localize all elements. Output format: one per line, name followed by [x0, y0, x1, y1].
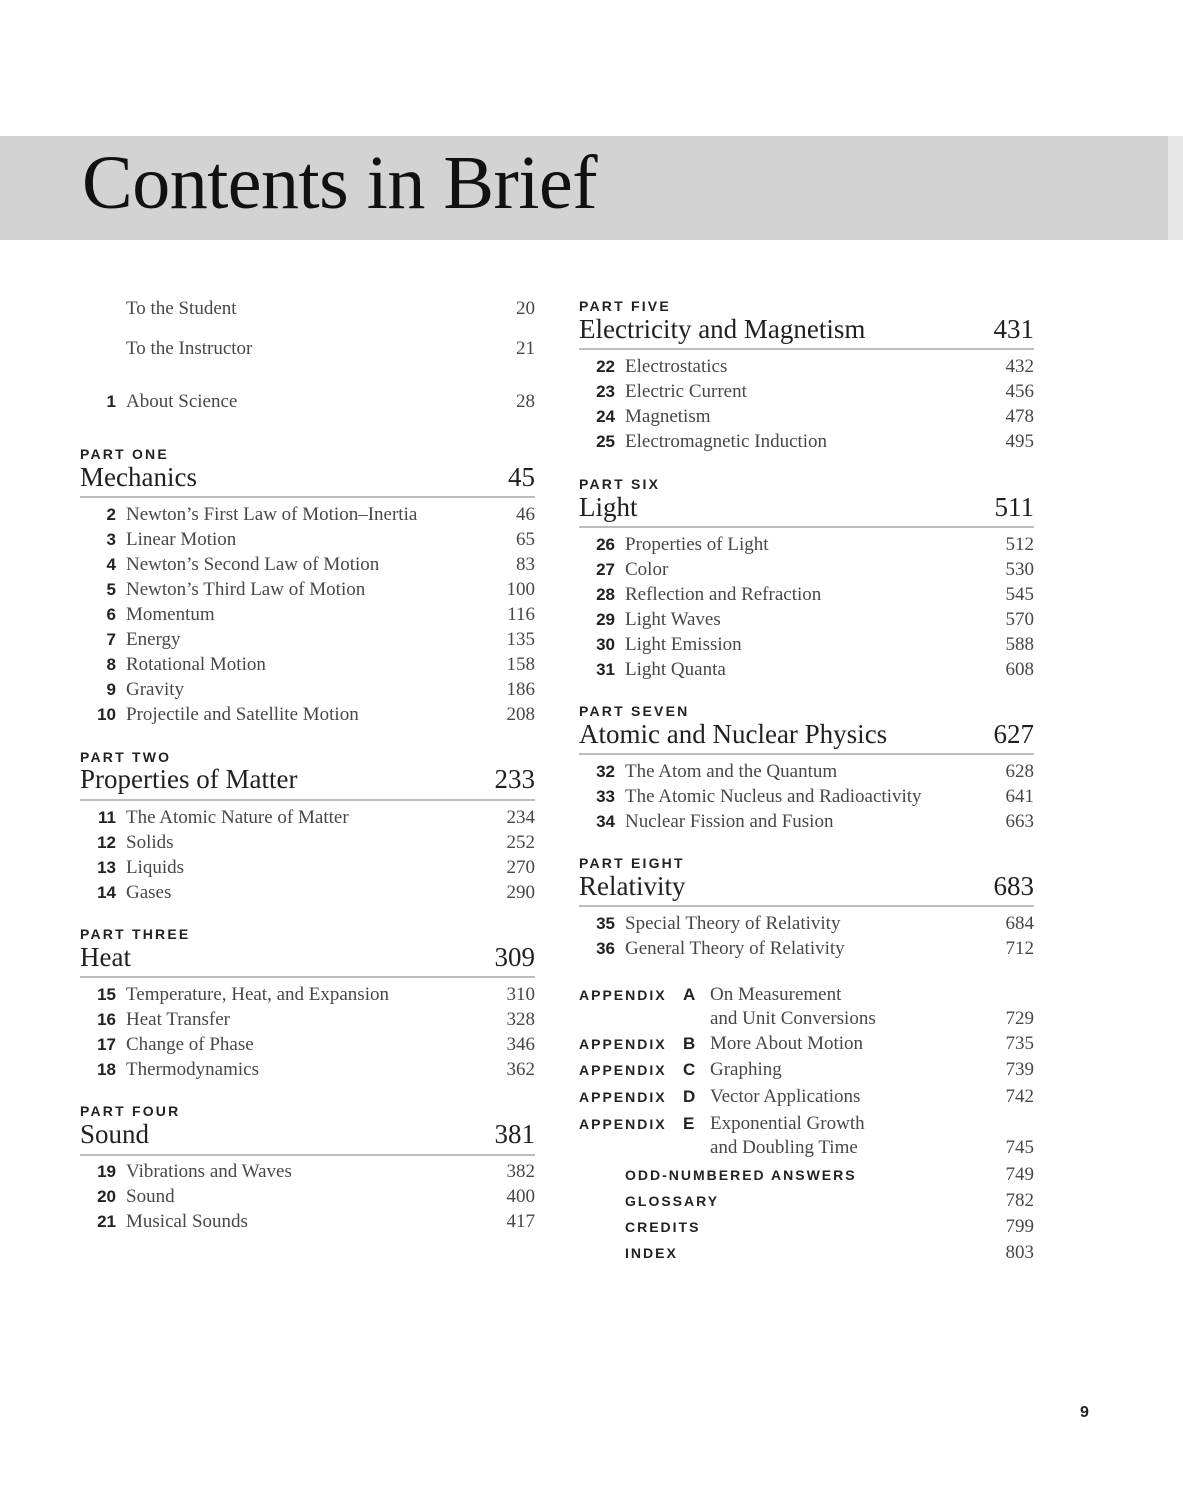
appendix-label: APPENDIX [579, 1036, 667, 1052]
part-heading[interactable] [579, 871, 1034, 901]
chapter-entry[interactable] [80, 578, 535, 602]
chapter-page: 362 [506, 1059, 535, 1080]
part-page: 233 [494, 764, 535, 794]
chapter-entry[interactable] [80, 881, 535, 905]
appendix-title-line: and Doubling Time [710, 1137, 858, 1158]
part-page: 309 [494, 942, 535, 972]
chapter-number: 22 [596, 357, 615, 376]
chapter-entry[interactable] [80, 983, 535, 1007]
toc-entry[interactable] [80, 297, 535, 321]
entry-page: 20 [516, 298, 535, 319]
entry-label: To the Student [126, 298, 237, 319]
appendix-letter: A [683, 985, 696, 1004]
part-page: 45 [508, 462, 535, 492]
chapter-page: 456 [1005, 381, 1034, 402]
chapter-entry[interactable] [579, 405, 1034, 429]
chapter-title: Rotational Motion [126, 654, 266, 675]
chapter-entry[interactable] [579, 633, 1034, 657]
chapter-number: 27 [596, 560, 615, 579]
chapter-page: 712 [1005, 938, 1034, 959]
chapter-number: 23 [596, 382, 615, 401]
chapter-number: 31 [596, 660, 615, 679]
part-page: 627 [993, 719, 1034, 749]
chapter-number: 17 [97, 1035, 116, 1054]
part-heading[interactable] [80, 462, 535, 492]
entry-page: 21 [516, 338, 535, 359]
chapter-page: 588 [1005, 634, 1034, 655]
chapter-number: 35 [596, 914, 615, 933]
chapter-page: 346 [506, 1034, 535, 1055]
appendix-title-line: Vector Applications [710, 1086, 861, 1107]
part-title: Electricity and Magnetism [579, 314, 866, 344]
chapter-entry[interactable] [80, 1008, 535, 1032]
chapter-title: Light Waves [625, 609, 721, 630]
chapter-number: 1 [106, 392, 116, 411]
chapter-number: 32 [596, 762, 615, 781]
chapter-number: 12 [97, 833, 116, 852]
chapter-page: 400 [506, 1186, 535, 1207]
chapter-page: 382 [506, 1161, 535, 1182]
page-title: Contents in Brief [82, 141, 598, 225]
chapter-number: 3 [106, 530, 116, 549]
chapter-title: Solids [126, 832, 174, 853]
chapter-page: 530 [1005, 559, 1034, 580]
chapter-title: Energy [126, 629, 181, 650]
chapter-page: 234 [506, 807, 535, 828]
part-label: PART ONE [80, 446, 169, 462]
chapter-entry[interactable] [579, 380, 1034, 404]
part-title: Relativity [579, 871, 686, 901]
chapter-entry[interactable] [80, 1160, 535, 1184]
part-rule [579, 526, 1034, 528]
chapter-number: 8 [106, 655, 116, 674]
chapter-title: Properties of Light [625, 534, 769, 555]
chapter-title: Newton’s Second Law of Motion [126, 554, 380, 575]
chapter-number: 2 [106, 505, 116, 524]
chapter-number: 18 [97, 1060, 116, 1079]
chapter-page: 570 [1005, 609, 1034, 630]
chapter-entry[interactable] [579, 810, 1034, 834]
part-title: Mechanics [80, 462, 197, 492]
chapter-page: 158 [506, 654, 535, 675]
chapter-number: 10 [97, 705, 116, 724]
chapter-page: 46 [516, 504, 535, 525]
chapter-number: 5 [106, 580, 116, 599]
appendix-letter: D [683, 1087, 696, 1106]
chapter-entry[interactable] [579, 937, 1034, 961]
chapter-number: 28 [596, 585, 615, 604]
chapter-entry[interactable] [80, 806, 535, 830]
chapter-page: 684 [1005, 913, 1034, 934]
chapter-number: 26 [596, 535, 615, 554]
chapter-number: 13 [97, 858, 116, 877]
chapter-entry[interactable] [579, 912, 1034, 936]
appendix-title-line: More About Motion [710, 1033, 864, 1054]
chapter-number: 33 [596, 787, 615, 806]
chapter-entry[interactable] [80, 1185, 535, 1209]
chapter-number: 16 [97, 1010, 116, 1029]
part-label: PART SEVEN [579, 703, 690, 719]
part-heading[interactable] [579, 314, 1034, 344]
part-page: 431 [993, 314, 1034, 344]
back-label: CREDITS [625, 1219, 701, 1235]
chapter-page: 270 [506, 857, 535, 878]
appendix-title-line: Graphing [710, 1059, 782, 1080]
chapter-entry[interactable] [80, 628, 535, 652]
part-label: PART FIVE [579, 298, 671, 314]
part-label: PART THREE [80, 926, 191, 942]
appendix-label: APPENDIX [579, 1062, 667, 1078]
chapter-page: 186 [506, 679, 535, 700]
chapter-title: Reflection and Refraction [625, 584, 822, 605]
chapter-entry[interactable] [579, 785, 1034, 809]
part-label: PART FOUR [80, 1103, 181, 1119]
chapter-title: Change of Phase [126, 1034, 254, 1055]
back-page: 749 [1005, 1164, 1034, 1185]
appendix-letter: E [683, 1114, 695, 1133]
chapter-number: 24 [596, 407, 615, 426]
chapter-title: Gases [126, 882, 172, 903]
chapter-page: 641 [1005, 786, 1034, 807]
chapter-number: 11 [98, 808, 116, 827]
part-title: Heat [80, 942, 131, 972]
chapter-title: Vibrations and Waves [126, 1161, 292, 1182]
part-rule [579, 905, 1034, 907]
chapter-number: 6 [106, 605, 116, 624]
appendix-page: 735 [1005, 1033, 1034, 1054]
part-title: Properties of Matter [80, 764, 298, 794]
part-heading[interactable] [579, 492, 1034, 522]
entry-label: To the Instructor [126, 338, 253, 359]
part-page: 511 [994, 492, 1034, 522]
part-title: Light [579, 492, 638, 522]
chapter-title: Electromagnetic Induction [625, 431, 828, 452]
part-heading[interactable] [579, 719, 1034, 749]
chapter-page: 628 [1005, 761, 1034, 782]
part-rule [579, 753, 1034, 755]
chapter-entry[interactable] [80, 1033, 535, 1057]
part-rule [579, 348, 1034, 350]
back-page: 803 [1005, 1242, 1034, 1263]
part-label: PART SIX [579, 476, 661, 492]
chapter-title: Thermodynamics [126, 1059, 259, 1080]
chapter-page: 478 [1005, 406, 1034, 427]
chapter-page: 252 [506, 832, 535, 853]
chapter-page: 65 [516, 529, 535, 550]
chapter-number: 36 [596, 939, 615, 958]
chapter-page: 208 [506, 704, 535, 725]
chapter-entry[interactable] [80, 678, 535, 702]
chapter-number: 29 [596, 610, 615, 629]
page-number: 9 [1080, 1404, 1089, 1421]
appendix-page: 745 [1005, 1137, 1034, 1158]
chapter-page: 116 [507, 604, 535, 625]
part-heading[interactable] [80, 1119, 535, 1149]
chapter-entry[interactable] [80, 856, 535, 880]
chapter-page: 608 [1005, 659, 1034, 680]
chapter-page: 83 [516, 554, 535, 575]
chapter-page: 663 [1005, 811, 1034, 832]
chapter-entry[interactable] [579, 430, 1034, 454]
part-title: Atomic and Nuclear Physics [579, 719, 888, 749]
chapter-entry[interactable] [80, 831, 535, 855]
toc-entry[interactable] [80, 337, 535, 361]
chapter-number: 20 [97, 1187, 116, 1206]
part-rule [80, 1154, 535, 1156]
chapter-page: 135 [506, 629, 535, 650]
chapter-entry[interactable] [80, 1058, 535, 1082]
appendix-letter: B [683, 1034, 696, 1053]
back-label: INDEX [625, 1245, 678, 1261]
chapter-page: 100 [506, 579, 535, 600]
chapter-title: Electric Current [625, 381, 747, 402]
chapter-number: 19 [97, 1162, 116, 1181]
chapter-title: Heat Transfer [126, 1009, 230, 1030]
part-page: 381 [494, 1119, 535, 1149]
toc-entry[interactable] [80, 390, 535, 414]
chapter-entry[interactable] [80, 703, 535, 727]
appendix-title-line: Exponential Growth [710, 1113, 865, 1134]
appendix-title-line: and Unit Conversions [710, 1008, 876, 1029]
part-rule [80, 799, 535, 801]
chapter-number: 25 [596, 432, 615, 451]
chapter-title: Special Theory of Relativity [625, 913, 841, 934]
chapter-entry[interactable] [579, 355, 1034, 379]
chapter-entry[interactable] [80, 1210, 535, 1234]
chapter-title: General Theory of Relativity [625, 938, 845, 959]
back-label: GLOSSARY [625, 1193, 720, 1209]
chapter-page: 328 [506, 1009, 535, 1030]
chapter-title: The Atom and the Quantum [625, 761, 838, 782]
appendix-page: 742 [1005, 1086, 1034, 1107]
chapter-page: 290 [506, 882, 535, 903]
chapter-number: 15 [97, 985, 116, 1004]
part-heading[interactable] [80, 942, 535, 972]
entry-label: About Science [126, 391, 238, 412]
chapter-number: 9 [106, 680, 116, 699]
part-title: Sound [80, 1119, 150, 1149]
appendix-letter: C [683, 1060, 696, 1079]
chapter-title: The Atomic Nature of Matter [126, 807, 349, 828]
chapter-page: 512 [1005, 534, 1034, 555]
part-page: 683 [993, 871, 1034, 901]
chapter-title: Magnetism [625, 406, 711, 427]
part-heading[interactable] [80, 764, 535, 794]
chapter-title: Light Emission [625, 634, 742, 655]
chapter-title: Sound [126, 1186, 175, 1207]
title-band-edge [1168, 136, 1183, 240]
chapter-entry[interactable] [579, 558, 1034, 582]
appendix-title-line: On Measurement [710, 984, 842, 1005]
chapter-entry[interactable] [80, 528, 535, 552]
part-label: PART TWO [80, 749, 172, 765]
part-rule [80, 976, 535, 978]
chapter-number: 4 [106, 555, 116, 574]
chapter-title: Projectile and Satellite Motion [126, 704, 359, 725]
chapter-page: 432 [1005, 356, 1034, 377]
chapter-title: The Atomic Nucleus and Radioactivity [625, 786, 922, 807]
part-label: PART EIGHT [579, 855, 685, 871]
chapter-entry[interactable] [80, 503, 535, 527]
chapter-entry[interactable] [80, 653, 535, 677]
part-rule [80, 496, 535, 498]
chapter-title: Electrostatics [625, 356, 728, 377]
chapter-page: 417 [506, 1211, 535, 1232]
appendix-label: APPENDIX [579, 1116, 667, 1132]
chapter-title: Nuclear Fission and Fusion [625, 811, 834, 832]
chapter-title: Musical Sounds [126, 1211, 248, 1232]
back-page: 782 [1005, 1190, 1034, 1211]
chapter-title: Temperature, Heat, and Expansion [126, 984, 389, 1005]
chapter-page: 310 [506, 984, 535, 1005]
appendix-label: APPENDIX [579, 987, 667, 1003]
chapter-page: 495 [1005, 431, 1034, 452]
entry-page: 28 [516, 391, 535, 412]
chapter-entry[interactable] [80, 553, 535, 577]
appendix-page: 729 [1005, 1008, 1034, 1029]
chapter-title: Color [625, 559, 669, 580]
chapter-entry[interactable] [579, 608, 1034, 632]
chapter-title: Newton’s Third Law of Motion [126, 579, 366, 600]
chapter-number: 7 [106, 630, 116, 649]
chapter-entry[interactable] [80, 603, 535, 627]
chapter-page: 545 [1005, 584, 1034, 605]
chapter-entry[interactable] [579, 533, 1034, 557]
back-page: 799 [1005, 1216, 1034, 1237]
chapter-entry[interactable] [579, 760, 1034, 784]
chapter-number: 14 [97, 883, 116, 902]
chapter-title: Light Quanta [625, 659, 726, 680]
chapter-entry[interactable] [579, 583, 1034, 607]
chapter-entry[interactable] [579, 658, 1034, 682]
chapter-number: 21 [97, 1212, 116, 1231]
chapter-title: Linear Motion [126, 529, 237, 550]
appendix-page: 739 [1005, 1059, 1034, 1080]
chapter-number: 34 [596, 812, 615, 831]
chapter-number: 30 [596, 635, 615, 654]
chapter-title: Momentum [126, 604, 215, 625]
chapter-title: Gravity [126, 679, 185, 700]
chapter-title: Newton’s First Law of Motion–Inertia [126, 504, 418, 525]
chapter-title: Liquids [126, 857, 185, 878]
appendix-label: APPENDIX [579, 1089, 667, 1105]
back-label: ODD-NUMBERED ANSWERS [625, 1167, 857, 1183]
